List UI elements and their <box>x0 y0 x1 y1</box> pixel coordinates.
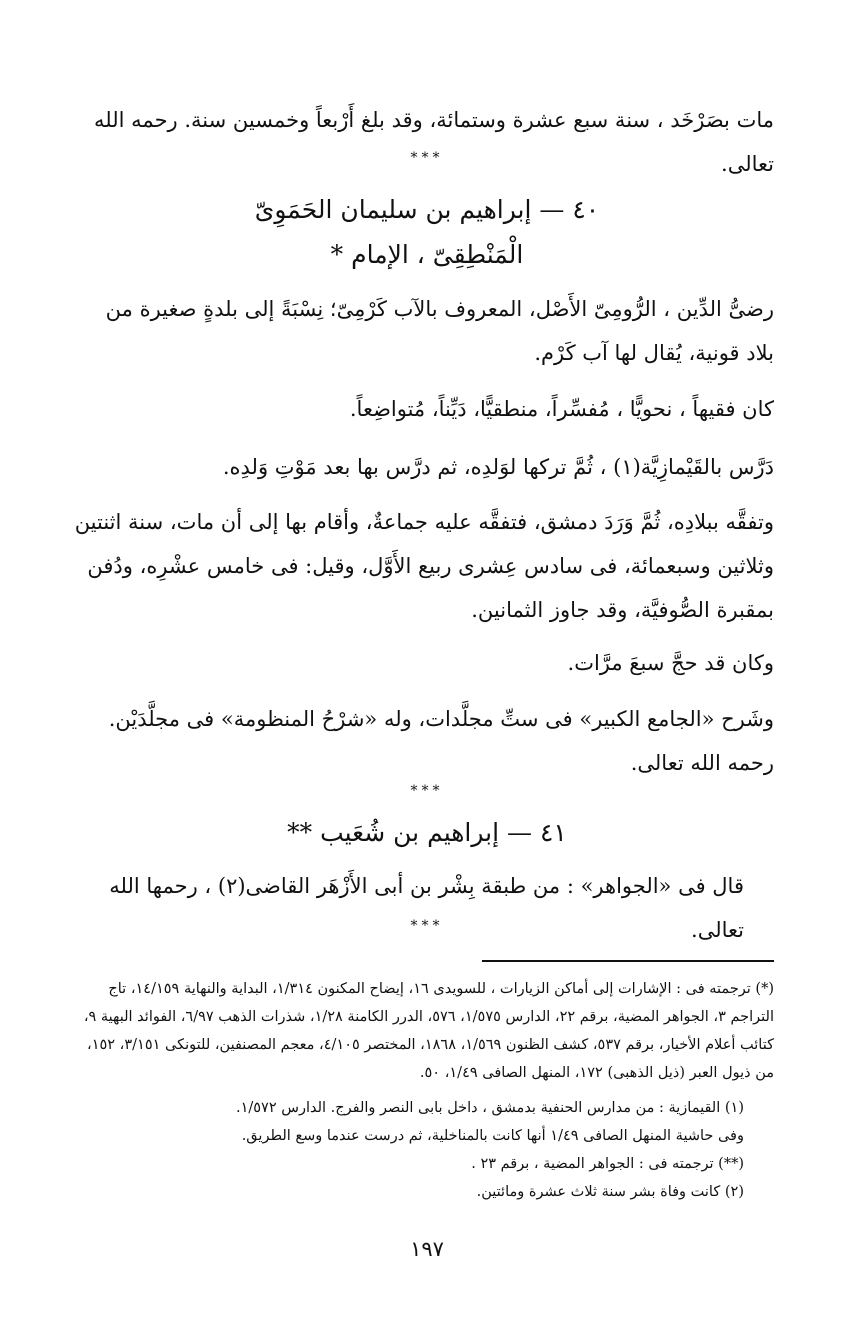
footnote-1: (١) القيمازية : من مدارس الحنفية بدمشق ، داخل بابى النصر والفرج. الدارس ١/٥٧٢. <box>235 1100 744 1116</box>
footnote-main: (*) ترجمته فى : الإشارات إلى أماكن الزيارات ، للسويدى ١٦، إيضاح المكنون ١/٣١٤، البداية والنهاية ١٤/١٥٩، تاج التراجم ٣، الجواهر المضية، برقم ٢٢، الدارس ١/٥٧٥، ٥٧٦، الدرر الكامنة ١/٢٨، شذرات الذهب ٦/٩٧، الفوائد البهية ٩، كتائب أعلام الأخيار، برقم ٥٣٧، كشف الظنون ١/٥٦٩، ١٨٦٨، المختصر ٤/١٠٥، معجم المصنفين، للتونكى ٣/١٥١، ١٥٢، من ذيول العبر (ذيل الذهبى) ١٧٢، المنهل الصافى ١/٤٩، ٥٠. <box>83 981 774 1081</box>
entry-40-paragraph-1: رضىُّ الدِّين ، الرُّومِىّ الأَصْل، المعروف بالآب كَرْمِىّ؛ نِسْبَةً إلى بلدةٍ صغيرة من بلاد قونية، يُقال لها آب كَرْم. <box>105 297 774 365</box>
footnote-2: (٢) كانت وفاة بشر سنة ثلاث عشرة ومائتين. <box>476 1184 744 1200</box>
entry-40-subtitle: الْمَنْطِقِىّ ، الإمام * <box>330 240 524 269</box>
footnote-double-star: (**) ترجمته فى : الجواهر المضية ، برقم ٢٣ . <box>471 1156 744 1172</box>
footnote-1-continued: وفى حاشية المنهل الصافى ١/٤٩ أنها كانت بالمناخلية، ثم درست عندما وسع الطريق. <box>241 1128 744 1144</box>
section-separator: *** <box>410 150 444 166</box>
entry-40-paragraph-4: وتفقَّه ببلادِه، ثُمَّ وَرَدَ دمشق، فتفقَّه عليه جماعةٌ، وأقام بها إلى أن مات، سنة اثنتين وثلاثين وسبعمائة، فى سادس عِشرى ربيع الأَوَّل، وقيل: فى خامس عشْرِه، ودُفن بمقبرة الصُّوفيَّة، وقد جاوز الثمانين. <box>74 510 774 622</box>
section-separator: *** <box>410 783 444 799</box>
entry-40-paragraph-5: وكان قد حجَّ سبعَ مرَّات. <box>567 651 774 675</box>
entry-40-paragraph-3: دَرَّس بالقَيْمازِيَّة(١) ، ثُمَّ تركها لوَلدِه، ثم درَّس بها بعد مَوْتِ وَلدِه. <box>222 455 774 479</box>
entry-40-paragraph-6: وشَرح «الجامع الكبير» فى ستِّ مجلَّدات، وله «شرْحُ المنظومة» فى مجلَّدَيْن. رحمه الله تعالى. <box>108 707 774 775</box>
entry-41-title: ٤١ — إبراهيم بن شُعَيب ** <box>287 818 567 847</box>
intro-paragraph: مات بصَرْخَد ، سنة سبع عشرة وستمائة، وقد بلغ أَرْبعاً وخمسين سنة. رحمه الله تعالى. <box>94 108 774 176</box>
entry-41-paragraph-1: قال فى «الجواهر» : من طبقة بِشْر بن أبى الأَزْهَر القاضى(٢) ، رحمها الله تعالى. <box>109 874 744 942</box>
entry-40-title: ٤٠ — إبراهيم بن سليمان الحَمَوِىّ <box>254 195 600 224</box>
page-number: ١٩٧ <box>410 1237 444 1261</box>
footnote-divider <box>482 960 774 962</box>
section-separator: *** <box>410 918 444 934</box>
entry-40-paragraph-2: كان فقيهاً ، نحويًّا ، مُفسِّراً، منطقيًّا، دَيِّناً، مُتواضِعاً. <box>349 397 774 421</box>
